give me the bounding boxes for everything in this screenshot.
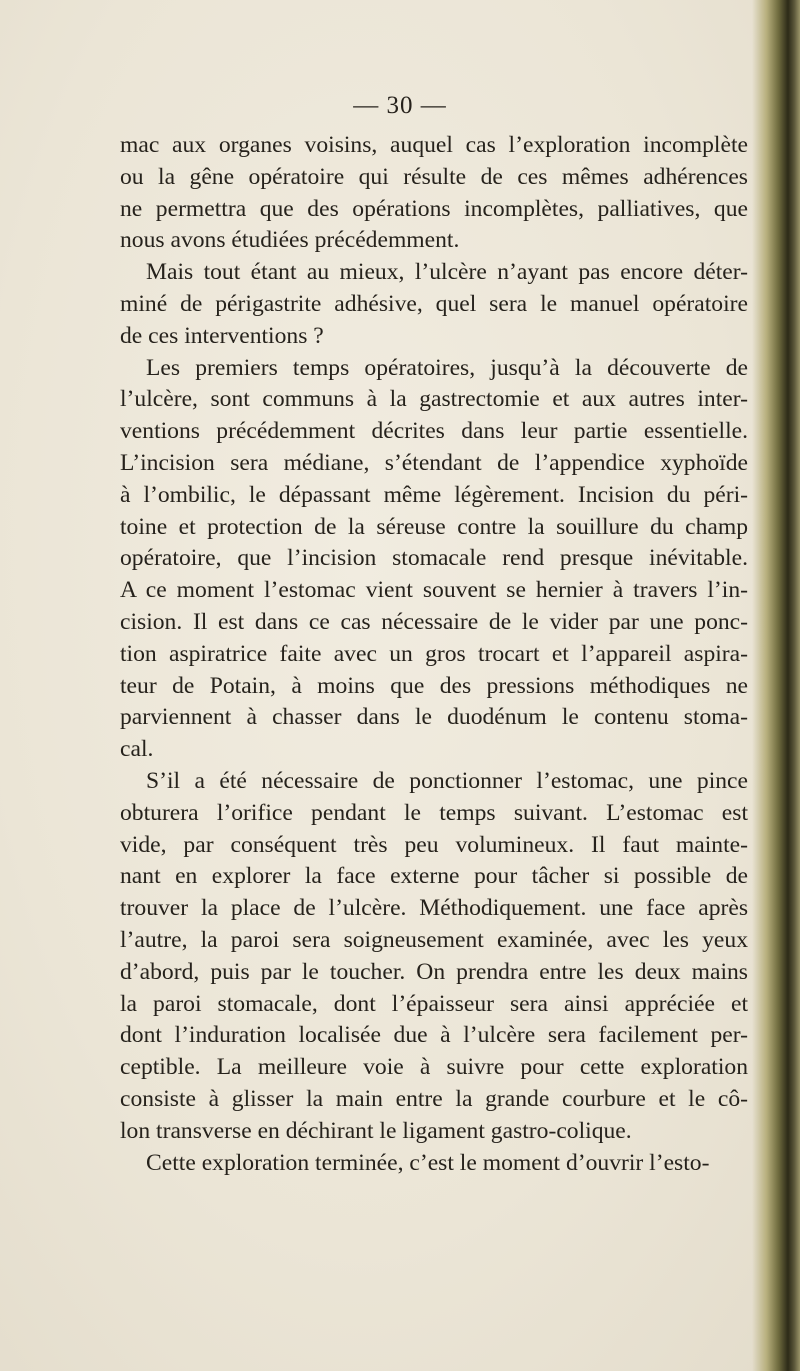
book-binding-edge xyxy=(752,0,800,1371)
text-line: à l’ombilic, le dépassant même légèrement. Incision du péri- xyxy=(120,481,748,508)
text-line: opératoire, que l’incision stomacale rend presque inévitable. xyxy=(120,545,748,572)
text-line: parviennent à chasser dans le duodénum le contenu stoma- xyxy=(120,704,748,731)
text-line: vide, par conséquent très peu volumineux. Il faut mainte- xyxy=(120,831,748,858)
text-line: ou la gêne opératoire qui résulte de ces mêmes adhérences xyxy=(120,163,748,190)
body-text xyxy=(120,130,748,1179)
text-line: obturera l’orifice pendant le temps suivant. L’estomac est xyxy=(120,799,748,826)
text-line: miné de périgastrite adhésive, quel sera le manuel opératoire xyxy=(120,290,748,317)
text-line: dont l’induration localisée due à l’ulcère sera facilement per- xyxy=(120,1022,748,1049)
text-line: Cette exploration terminée, c’est le moment d’ouvrir l’esto- xyxy=(146,1149,710,1176)
text-line: tion aspiratrice faite avec un gros trocart et l’appareil aspira- xyxy=(120,640,748,667)
page-number: — 30 — xyxy=(353,92,447,119)
text-line: ventions précédemment décrites dans leur partie essentielle. xyxy=(120,418,748,445)
text-line: nous avons étudiées précédemment. xyxy=(120,227,460,254)
text-line: d’abord, puis par le toucher. On prendra entre les deux mains xyxy=(120,958,748,985)
text-line: Les premiers temps opératoires, jusqu’à la découverte de xyxy=(146,354,748,381)
text-line: nant en explorer la face externe pour tâcher si possible de xyxy=(120,863,748,890)
text-line: l’ulcère, sont communs à la gastrectomie et aux autres inter- xyxy=(120,386,748,413)
text-line: trouver la place de l’ulcère. Méthodiquement. une face après xyxy=(120,895,748,922)
text-line: ceptible. La meilleure voie à suivre pour cette exploration xyxy=(120,1054,748,1081)
text-line: la paroi stomacale, dont l’épaisseur sera ainsi appréciée et xyxy=(120,990,748,1017)
text-line: Mais tout étant au mieux, l’ulcère n’ayant pas encore déter- xyxy=(146,259,748,286)
text-line: A ce moment l’estomac vient souvent se hernier à travers l’in- xyxy=(120,577,748,604)
text-line: de ces interventions ? xyxy=(120,322,324,349)
text-line: teur de Potain, à moins que des pressions méthodiques ne xyxy=(120,672,748,699)
text-line: toine et protection de la séreuse contre la souillure du champ xyxy=(120,513,748,540)
text-line: cal. xyxy=(120,736,154,763)
text-line: L’incision sera médiane, s’étendant de l’appendice xyphoïde xyxy=(120,449,748,476)
text-line: l’autre, la paroi sera soigneusement examinée, avec les yeux xyxy=(120,926,748,953)
text-line: mac aux organes voisins, auquel cas l’exploration incomplète xyxy=(120,132,748,158)
text-line: S’il a été nécessaire de ponctionner l’estomac, une pince xyxy=(146,767,748,794)
text-line: ne permettra que des opérations incomplètes, palliatives, que xyxy=(120,195,748,222)
text-line: lon transverse en déchirant le ligament gastro-colique. xyxy=(120,1117,632,1144)
text-line: consiste à glisser la main entre la grande courbure et le cô- xyxy=(120,1085,748,1112)
text-line: cision. Il est dans ce cas nécessaire de le vider par une ponc- xyxy=(120,608,748,635)
